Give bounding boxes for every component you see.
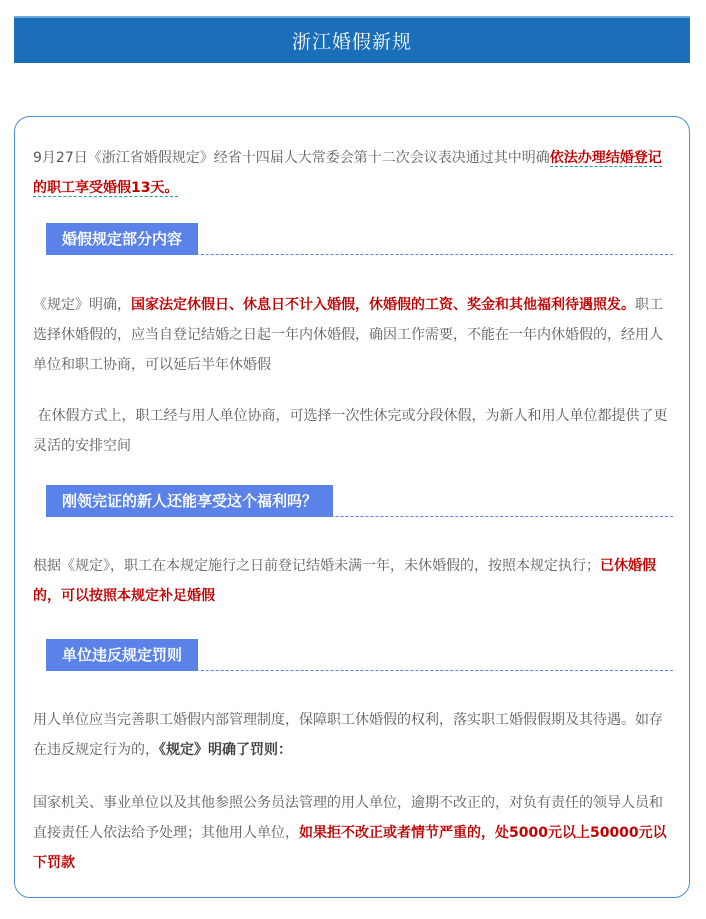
section1-paragraph-1	[33, 290, 673, 380]
section2-paragraph-1	[33, 551, 673, 611]
intro-paragraph	[33, 143, 673, 203]
s3p2-highlight: 如果拒不改正或者情节严重的，处5000元以上50000元以下罚款	[33, 825, 667, 871]
s1p1-prefix: 《规定》明确，	[33, 297, 131, 313]
title-banner	[14, 16, 690, 62]
intro-text: 9月27日《浙江省婚假规定》经省十四届人大常委会第十二次会议表决通过其中明确	[33, 150, 550, 166]
section-divider-3	[46, 670, 673, 671]
section3-paragraph-1	[33, 705, 673, 765]
section-title-2: 刚领完证的新人还能享受这个福利吗？	[46, 485, 333, 517]
section3-paragraph-2	[33, 788, 673, 878]
s3p1-prefix: 用人单位应当完善职工婚假内部管理制度，保障职工休婚假的权利，落实职工婚假假期及其待遇。如存在违反规定行为的，	[33, 712, 663, 758]
banner-underline	[14, 62, 690, 63]
s1p1-highlight: 国家法定休假日、休息日不计入婚假，休婚假的工资、奖金和其他福利待遇照发。	[131, 297, 635, 313]
section-divider-2	[46, 516, 673, 517]
s3p2-prefix: 国家机关、事业单位以及其他参照公务员法管理的用人单位，逾期不改正的，对负有责任的领导人员和直接责任人依法给予处理；其他用人单位，	[33, 795, 663, 841]
section1-paragraph-2: 在休假方式上，职工经与用人单位协商，可选择一次性休完或分段休假，为新人和用人单位都提供了更灵活的安排空间	[33, 408, 668, 454]
intro-highlight: 依法办理结婚登记的职工享受婚假13天。	[33, 150, 662, 196]
s2p1-prefix: 根据《规定》，职工在本规定施行之日前登记结婚未满一年，未休婚假的，按照本规定执行；	[33, 558, 600, 574]
s3p1-bold: 《规定》明确了罚则：	[159, 742, 292, 758]
section-divider-1	[46, 254, 673, 255]
section-header-3	[46, 639, 673, 671]
section-header-2	[46, 485, 673, 517]
section-header-1	[46, 223, 673, 255]
s2p1-highlight: 已休婚假的，可以按照本规定补足婚假	[33, 558, 656, 604]
section-title-3: 单位违反规定罚则	[46, 639, 198, 671]
section-title-1: 婚假规定部分内容	[46, 223, 198, 255]
s1p1-suffix: 职工选择休婚假的，应当自登记结婚之日起一年内休婚假，确因工作需要，不能在一年内休婚假的，经用人单位和职工协商，可以延后半年休婚假	[33, 297, 663, 373]
page-title: 浙江婚假新规	[291, 30, 412, 53]
